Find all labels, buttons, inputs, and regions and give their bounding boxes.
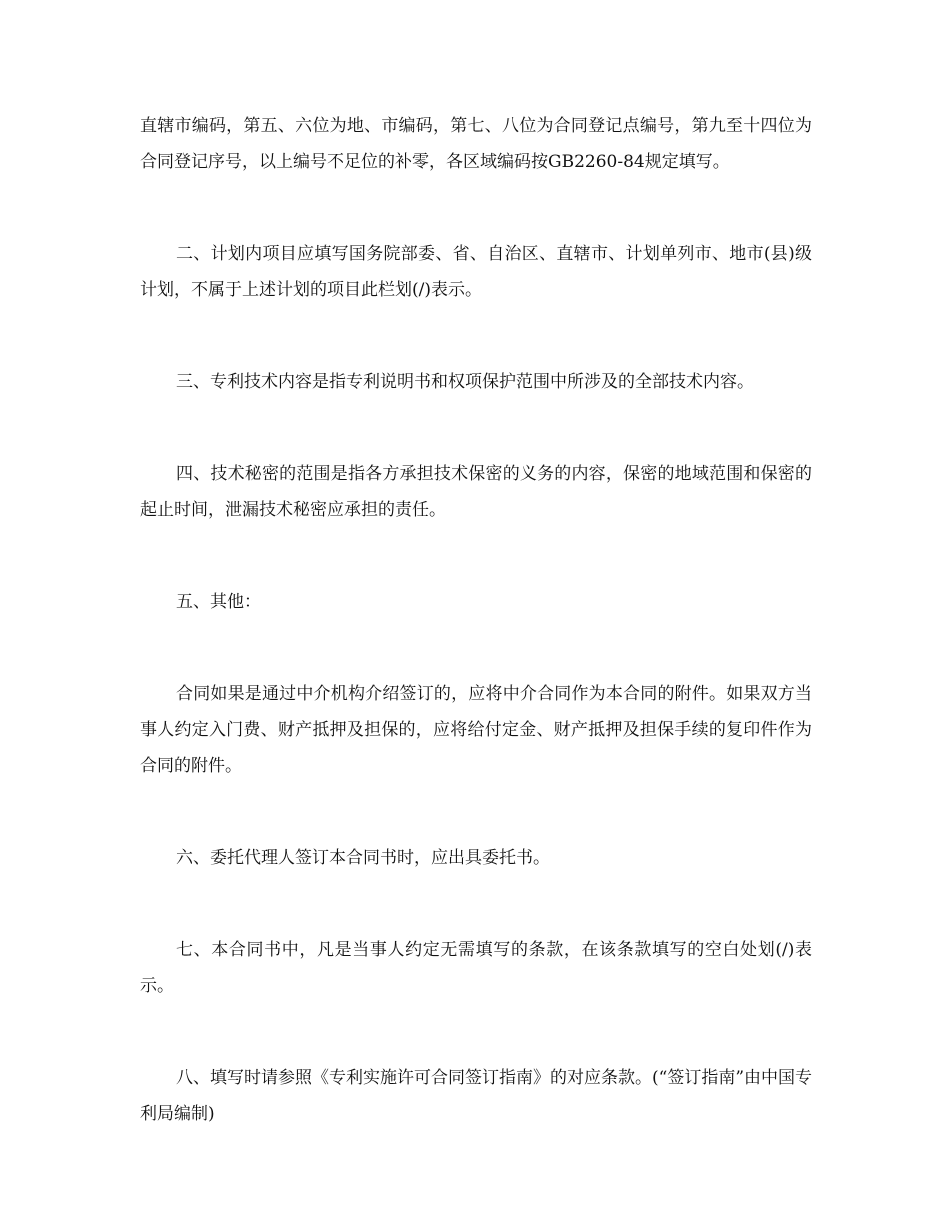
document-body xyxy=(140,108,812,1132)
paragraph-region-code: 直辖市编码，第五、六位为地、市编码，第七、八位为合同登记点编号，第九至十四位为合同登记序号，以上编号不足位的补零，各区域编码按GB2260-84规定填写。 xyxy=(140,116,812,172)
paragraph-item-6: 六、委托代理人签订本合同书时，应出具委托书。 xyxy=(176,848,550,868)
paragraph-spacer xyxy=(140,528,812,584)
paragraph-item-2: 二、计划内项目应填写国务院部委、省、自治区、直辖市、计划单列市、地市(县)级计划，不属于上述计划的项目此栏划(/)表示。 xyxy=(140,244,812,300)
paragraph-spacer xyxy=(140,784,812,840)
paragraph-item-4: 四、技术秘密的范围是指各方承担技术保密的义务的内容，保密的地域范围和保密的起止时间，泄漏技术秘密应承担的责任。 xyxy=(140,464,812,520)
paragraph-spacer xyxy=(140,620,812,676)
paragraph-spacer xyxy=(140,308,812,364)
paragraph-item-8: 八、填写时请参照《专利实施许可合同签订指南》的对应条款。(“签订指南”由中国专利局编制) xyxy=(140,1068,813,1124)
paragraph-spacer xyxy=(140,400,812,456)
paragraph-item-5: 五、其他： xyxy=(176,592,261,612)
paragraph-other-details: 合同如果是通过中介机构介绍签订的，应将中介合同作为本合同的附件。如果双方当事人约定入门费、财产抵押及担保的，应将给付定金、财产抵押及担保手续的复印件作为合同的附件。 xyxy=(140,684,812,776)
paragraph-item-3: 三、专利技术内容是指专利说明书和权项保护范围中所涉及的全部技术内容。 xyxy=(176,372,754,392)
paragraph-spacer xyxy=(140,1004,812,1060)
paragraph-spacer xyxy=(140,876,812,932)
paragraph-spacer xyxy=(140,180,812,236)
paragraph-item-7: 七、本合同书中，凡是当事人约定无需填写的条款，在该条款填写的空白处划(/)表示。 xyxy=(140,940,812,996)
